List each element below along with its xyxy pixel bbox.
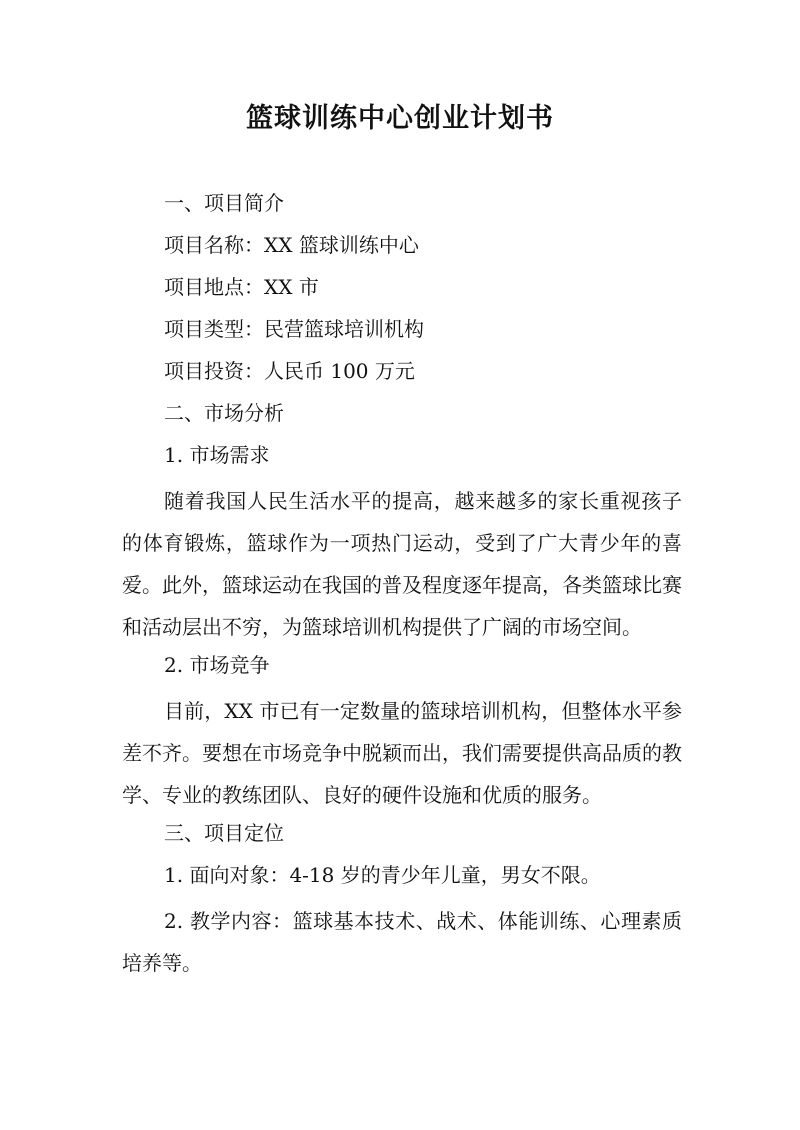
document-title: 篮球训练中心创业计划书 <box>246 103 554 134</box>
paragraph-market-competition: 目前，XX 市已有一定数量的篮球培训机构，但整体水平参差不齐。要想在市场竞争中脱颖而出，我们需要提供高品质的教学、专业的教练团队、良好的硬件设施和优质的服务。 <box>122 699 682 807</box>
project-name: 项目名称：XX 篮球训练中心 <box>164 233 419 257</box>
section-heading-intro: 一、项目简介 <box>164 191 284 215</box>
project-type: 项目类型：民营篮球培训机构 <box>164 317 424 341</box>
section-heading-positioning: 三、项目定位 <box>164 821 284 845</box>
document-body <box>122 186 682 984</box>
section-heading-market: 二、市场分析 <box>164 401 284 425</box>
paragraph-market-demand: 随着我国人民生活水平的提高，越来越多的家长重视孩子的体育锻炼，篮球作为一项热门运动，受到了广大青少年的喜爱。此外，篮球运动在我国的普及程度逐年提高，各类篮球比赛和活动层出不穷，为篮球培训机构提供了广阔的市场空间。 <box>122 489 682 639</box>
project-location: 项目地点：XX 市 <box>164 275 319 299</box>
subheading-market-demand: 1. 市场需求 <box>164 443 270 467</box>
subheading-market-competition: 2. 市场竞争 <box>164 653 270 677</box>
project-investment: 项目投资：人民币 100 万元 <box>164 359 415 383</box>
target-audience: 1. 面向对象：4-18 岁的青少年儿童，男女不限。 <box>164 863 601 887</box>
paragraph-teaching-content: 2. 教学内容：篮球基本技术、战术、体能训练、心理素质培养等。 <box>122 909 682 975</box>
